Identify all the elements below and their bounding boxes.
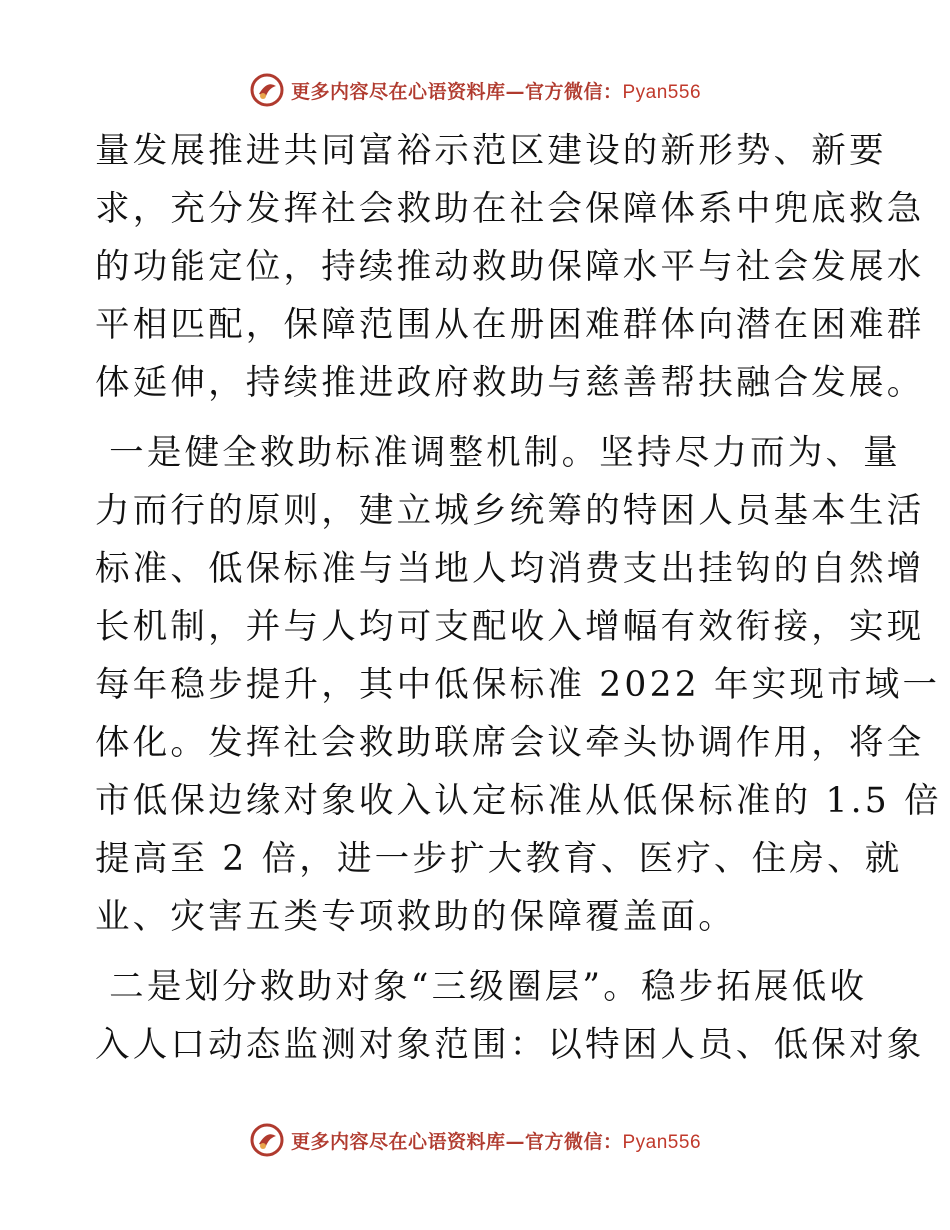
text-line: 求，充分发挥社会救助在社会保障体系中兜底救急: [95, 189, 925, 229]
footer-banner-text: 更多内容尽在心语资料库—官方微信：Pyan556: [290, 1130, 702, 1153]
text-line: 一是健全救助标准调整机制。坚持尽力而为、量: [95, 433, 901, 473]
text-line: 的功能定位，持续推动救助保障水平与社会发展水: [95, 247, 925, 287]
paragraph-1: [95, 122, 925, 412]
text-line: 每年稳步提升，其中低保标准 2022 年实现市域一: [95, 665, 941, 705]
text-line: 二是划分救助对象“三级圈层”。稳步拓展低收: [95, 967, 868, 1007]
text-line: 标准、低保标准与当地人均消费支出挂钩的自然增: [95, 549, 925, 589]
document-body: [95, 122, 942, 1074]
text-line: 长机制，并与人均可支配收入增幅有效衔接，实现: [95, 607, 925, 647]
paragraph-2: [95, 424, 942, 946]
text-line: 入人口动态监测对象范围：以特困人员、低保对象: [95, 1025, 925, 1065]
text-line: 量发展推进共同富裕示范区建设的新形势、新要: [95, 131, 887, 171]
header-banner: [0, 68, 950, 112]
wechat-id: Pyan556: [622, 81, 702, 103]
text-line: 体化。发挥社会救助联席会议牵头协调作用，将全: [95, 723, 925, 763]
header-banner-text: 更多内容尽在心语资料库—官方微信：Pyan556: [290, 80, 702, 103]
text-line: 市低保边缘对象收入认定标准从低保标准的 1.5 倍: [95, 781, 942, 821]
wechat-id: Pyan556: [622, 1131, 702, 1153]
text-line: 力而行的原则，建立城乡统筹的特困人员基本生活: [95, 491, 925, 531]
text-line: 业、灾害五类专项救助的保障覆盖面。: [95, 897, 736, 937]
brand-logo-icon: [249, 1122, 285, 1158]
text-line: 体延伸，持续推进政府救助与慈善帮扶融合发展。: [95, 363, 925, 403]
text-line: 平相匹配，保障范围从在册困难群体向潜在困难群: [95, 305, 925, 345]
footer-banner: [0, 1118, 950, 1162]
paragraph-3: [95, 958, 925, 1074]
text-line: 提高至 2 倍，进一步扩大教育、医疗、住房、就: [95, 839, 903, 879]
brand-logo-icon: [249, 72, 285, 108]
